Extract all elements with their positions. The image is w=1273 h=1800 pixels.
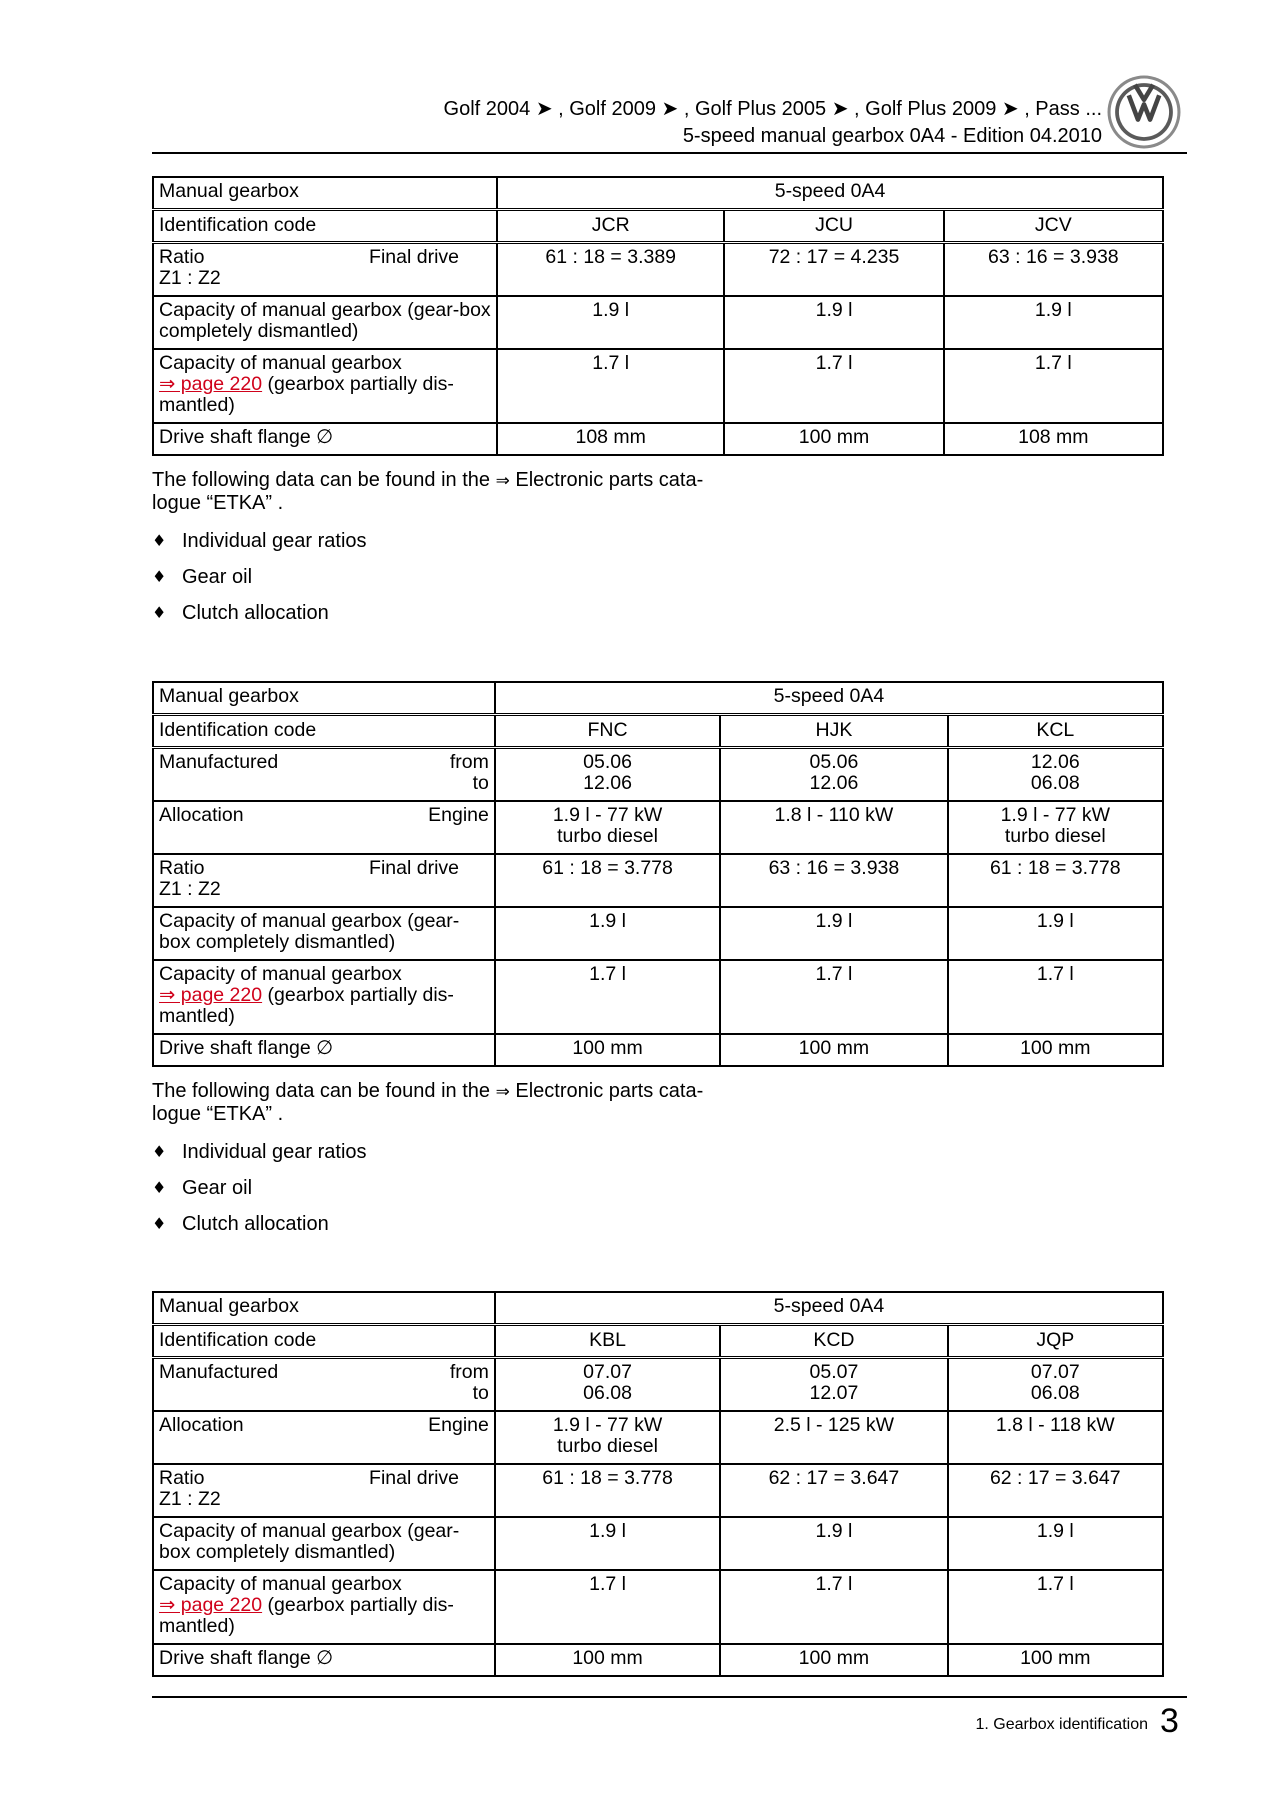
capacity-cell: 1.9 l [495, 907, 720, 960]
from-date: 07.07 [1030, 1361, 1080, 1383]
from-date: 05.06 [809, 751, 859, 773]
flange-cell: 100 mm [720, 1644, 947, 1676]
ratio-cell: 61 : 18 = 3.778 [948, 854, 1163, 907]
capacity-full-label: Capacity of manual gearbox (gear-box completely dismantled) [153, 907, 495, 960]
list-item [152, 530, 367, 566]
capacity-cell: 1.9 l [724, 296, 943, 349]
date-cell [495, 748, 720, 802]
drive-shaft-label: Drive shaft flange ∅ [153, 1034, 495, 1066]
capacity-cell: 1.7 l [495, 1570, 720, 1644]
flange-cell: 100 mm [495, 1644, 720, 1676]
to-date: 12.06 [583, 772, 632, 794]
header-models: Golf 2004 ➤ , Golf 2009 ➤ , Golf Plus 2005 ➤ , Golf Plus 2009 ➤ , Pass ... [443, 98, 1102, 120]
engine-spec: 1.9 l - 77 kW [552, 804, 663, 826]
header-divider [152, 152, 1187, 154]
from-date: 05.06 [583, 751, 632, 773]
manufactured-text: Manufactured [159, 751, 279, 773]
to-date: 06.08 [1030, 772, 1080, 794]
gearbox-table-3 [152, 1291, 1164, 1677]
final-drive-text: Final drive [369, 857, 459, 879]
gearbox-table-1 [152, 176, 1164, 456]
code-cell: JCR [497, 210, 724, 243]
arrow-icon: ⇒ [495, 1082, 510, 1102]
capacity-cell: 1.7 l [948, 960, 1163, 1034]
capacity-cell: 1.9 l [944, 296, 1163, 349]
capacity-partial-text: Capacity of manual gearbox [159, 352, 402, 374]
etka-note [152, 469, 752, 514]
from-date: 05.07 [809, 1361, 859, 1383]
engine-type: turbo diesel [557, 1435, 658, 1457]
date-cell [720, 748, 947, 802]
ratio-cell: 62 : 17 = 3.647 [720, 1464, 947, 1517]
gearbox-table-2 [152, 681, 1164, 1067]
diamond-icon: ♦ [152, 603, 167, 622]
engine-cell [720, 801, 947, 854]
flange-cell: 108 mm [497, 423, 724, 455]
capacity-cell: 1.7 l [724, 349, 943, 423]
diamond-icon: ♦ [152, 1142, 167, 1161]
capacity-cell: 1.9 l [720, 907, 947, 960]
page-number: 3 [1160, 1702, 1179, 1740]
arrow-icon: ⇒ [495, 471, 510, 491]
capacity-cell: 1.7 l [495, 960, 720, 1034]
bullet-text: Gear oil [182, 566, 253, 588]
page-220-link[interactable]: ⇒ page 220 [159, 373, 263, 395]
flange-cell: 100 mm [948, 1644, 1163, 1676]
capacity-cell: 1.7 l [948, 1570, 1163, 1644]
capacity-cell: 1.7 l [720, 960, 947, 1034]
row-label: Identification code [153, 210, 497, 243]
bullet-text: Individual gear ratios [182, 530, 367, 552]
code-cell: KCD [720, 1325, 947, 1358]
to-date: 06.08 [583, 1382, 632, 1404]
from-text: from [449, 1361, 489, 1383]
page-220-link[interactable]: ⇒ page 220 [159, 984, 263, 1006]
allocation-label [153, 1411, 495, 1464]
manufactured-text: Manufactured [159, 1361, 279, 1383]
flange-cell: 100 mm [495, 1034, 720, 1066]
capacity-partial-suffix: (gearbox partially dis-mantled) [159, 984, 454, 1027]
allocation-label [153, 801, 495, 854]
to-date: 12.07 [809, 1382, 859, 1404]
engine-type: turbo diesel [1004, 825, 1106, 847]
capacity-cell: 1.7 l [944, 349, 1163, 423]
capacity-cell: 1.9 l [497, 296, 724, 349]
allocation-text: Allocation [159, 804, 244, 826]
ratio-cell: 61 : 18 = 3.389 [497, 243, 724, 297]
capacity-partial-label [153, 1570, 495, 1644]
engine-spec: 1.9 l - 77 kW [552, 1414, 663, 1436]
bullet-text: Gear oil [182, 1177, 253, 1199]
ratio-cell: 62 : 17 = 3.647 [948, 1464, 1163, 1517]
engine-cell [720, 1411, 947, 1464]
bullet-text: Clutch allocation [182, 602, 329, 624]
diamond-icon: ♦ [152, 1178, 167, 1197]
code-cell: KCL [948, 715, 1163, 748]
engine-cell [495, 1411, 720, 1464]
ratio-cell: 63 : 16 = 3.938 [720, 854, 947, 907]
engine-spec: 2.5 l - 125 kW [773, 1414, 895, 1436]
ratio-cell: 61 : 18 = 3.778 [495, 854, 720, 907]
engine-text: Engine [428, 804, 489, 826]
code-cell: FNC [495, 715, 720, 748]
code-cell: JCU [724, 210, 943, 243]
final-drive-text: Final drive [369, 1467, 459, 1489]
ratio-label [153, 243, 497, 297]
ratio-cell: 72 : 17 = 4.235 [724, 243, 943, 297]
engine-cell [948, 801, 1163, 854]
header-edition: 5-speed manual gearbox 0A4 - Edition 04.2010 [682, 125, 1102, 147]
capacity-cell: 1.9 l [720, 1517, 947, 1570]
capacity-cell: 1.7 l [497, 349, 724, 423]
date-cell [948, 748, 1163, 802]
capacity-cell: 1.9 l [495, 1517, 720, 1570]
capacity-cell: 1.9 l [948, 1517, 1163, 1570]
drive-shaft-label: Drive shaft flange ∅ [153, 1644, 495, 1676]
bullet-list [152, 1141, 367, 1249]
vw-logo-icon [1106, 74, 1182, 150]
flange-cell: 108 mm [944, 423, 1163, 455]
ratio-text: Ratio [159, 1467, 205, 1489]
row-label: Manual gearbox [153, 1292, 495, 1325]
capacity-partial-text: Capacity of manual gearbox [159, 963, 402, 985]
manufactured-label [153, 1358, 495, 1412]
note-text: The following data can be found in the [152, 1080, 496, 1102]
engine-spec: 1.8 l - 118 kW [995, 1414, 1115, 1436]
flange-cell: 100 mm [948, 1034, 1163, 1066]
z1z2-text: Z1 : Z2 [159, 267, 221, 289]
footer-divider [152, 1696, 1187, 1698]
code-cell: HJK [720, 715, 947, 748]
z1z2-text: Z1 : Z2 [159, 878, 221, 900]
capacity-partial-label [153, 960, 495, 1034]
capacity-partial-label [153, 349, 497, 423]
row-label: Identification code [153, 715, 495, 748]
from-date: 12.06 [1030, 751, 1080, 773]
engine-spec: 1.9 l - 77 kW [1000, 804, 1111, 826]
etka-note [152, 1080, 752, 1125]
capacity-partial-suffix: (gearbox partially dis-mantled) [159, 1594, 454, 1637]
ratio-cell: 61 : 18 = 3.778 [495, 1464, 720, 1517]
gearbox-type: 5-speed 0A4 [495, 1292, 1163, 1325]
diamond-icon: ♦ [152, 567, 167, 586]
row-label: Manual gearbox [153, 177, 497, 210]
capacity-full-label: Capacity of manual gearbox (gear-box completely dismantled) [153, 1517, 495, 1570]
capacity-cell: 1.7 l [720, 1570, 947, 1644]
drive-shaft-label: Drive shaft flange ∅ [153, 423, 497, 455]
flange-cell: 100 mm [724, 423, 943, 455]
ratio-text: Ratio [159, 857, 205, 879]
list-item [152, 1177, 367, 1213]
from-date: 07.07 [583, 1361, 632, 1383]
engine-type: turbo diesel [557, 825, 658, 847]
diamond-icon: ♦ [152, 1214, 167, 1233]
gearbox-type: 5-speed 0A4 [495, 682, 1163, 715]
bullet-text: Clutch allocation [182, 1213, 329, 1235]
note-text-2: Electronic parts cata-logue “ETKA” . [152, 469, 704, 514]
code-cell: JQP [948, 1325, 1163, 1358]
engine-spec: 1.8 l - 110 kW [774, 804, 894, 826]
z1z2-text: Z1 : Z2 [159, 1488, 221, 1510]
date-cell [495, 1358, 720, 1412]
to-text: to [472, 1382, 489, 1404]
capacity-partial-text: Capacity of manual gearbox [159, 1573, 402, 1595]
engine-cell [495, 801, 720, 854]
to-date: 12.06 [809, 772, 859, 794]
date-cell [948, 1358, 1163, 1412]
bullet-list [152, 530, 367, 638]
manufactured-label [153, 748, 495, 802]
from-text: from [449, 751, 489, 773]
footer-section: 1. Gearbox identification [975, 1716, 1148, 1733]
ratio-cell: 63 : 16 = 3.938 [944, 243, 1163, 297]
allocation-text: Allocation [159, 1414, 244, 1436]
code-cell: JCV [944, 210, 1163, 243]
ratio-label [153, 1464, 495, 1517]
flange-cell: 100 mm [720, 1034, 947, 1066]
diamond-icon: ♦ [152, 531, 167, 550]
date-cell [720, 1358, 947, 1412]
note-text-2: Electronic parts cata-logue “ETKA” . [152, 1080, 704, 1125]
list-item [152, 1141, 367, 1177]
row-label: Manual gearbox [153, 682, 495, 715]
engine-cell [948, 1411, 1163, 1464]
note-text: The following data can be found in the [152, 469, 496, 491]
bullet-text: Individual gear ratios [182, 1141, 367, 1163]
to-text: to [472, 772, 489, 794]
final-drive-text: Final drive [369, 246, 459, 268]
ratio-text: Ratio [159, 246, 205, 268]
ratio-label [153, 854, 495, 907]
list-item [152, 1213, 367, 1249]
document-header [152, 96, 1102, 150]
list-item [152, 566, 367, 602]
to-date: 06.08 [1030, 1382, 1080, 1404]
row-label: Identification code [153, 1325, 495, 1358]
list-item [152, 602, 367, 638]
engine-text: Engine [428, 1414, 489, 1436]
capacity-partial-suffix: (gearbox partially dis-mantled) [159, 373, 454, 416]
capacity-cell: 1.9 l [948, 907, 1163, 960]
code-cell: KBL [495, 1325, 720, 1358]
page-220-link[interactable]: ⇒ page 220 [159, 1594, 263, 1616]
gearbox-type: 5-speed 0A4 [497, 177, 1163, 210]
capacity-full-label: Capacity of manual gearbox (gear-box completely dismantled) [153, 296, 497, 349]
